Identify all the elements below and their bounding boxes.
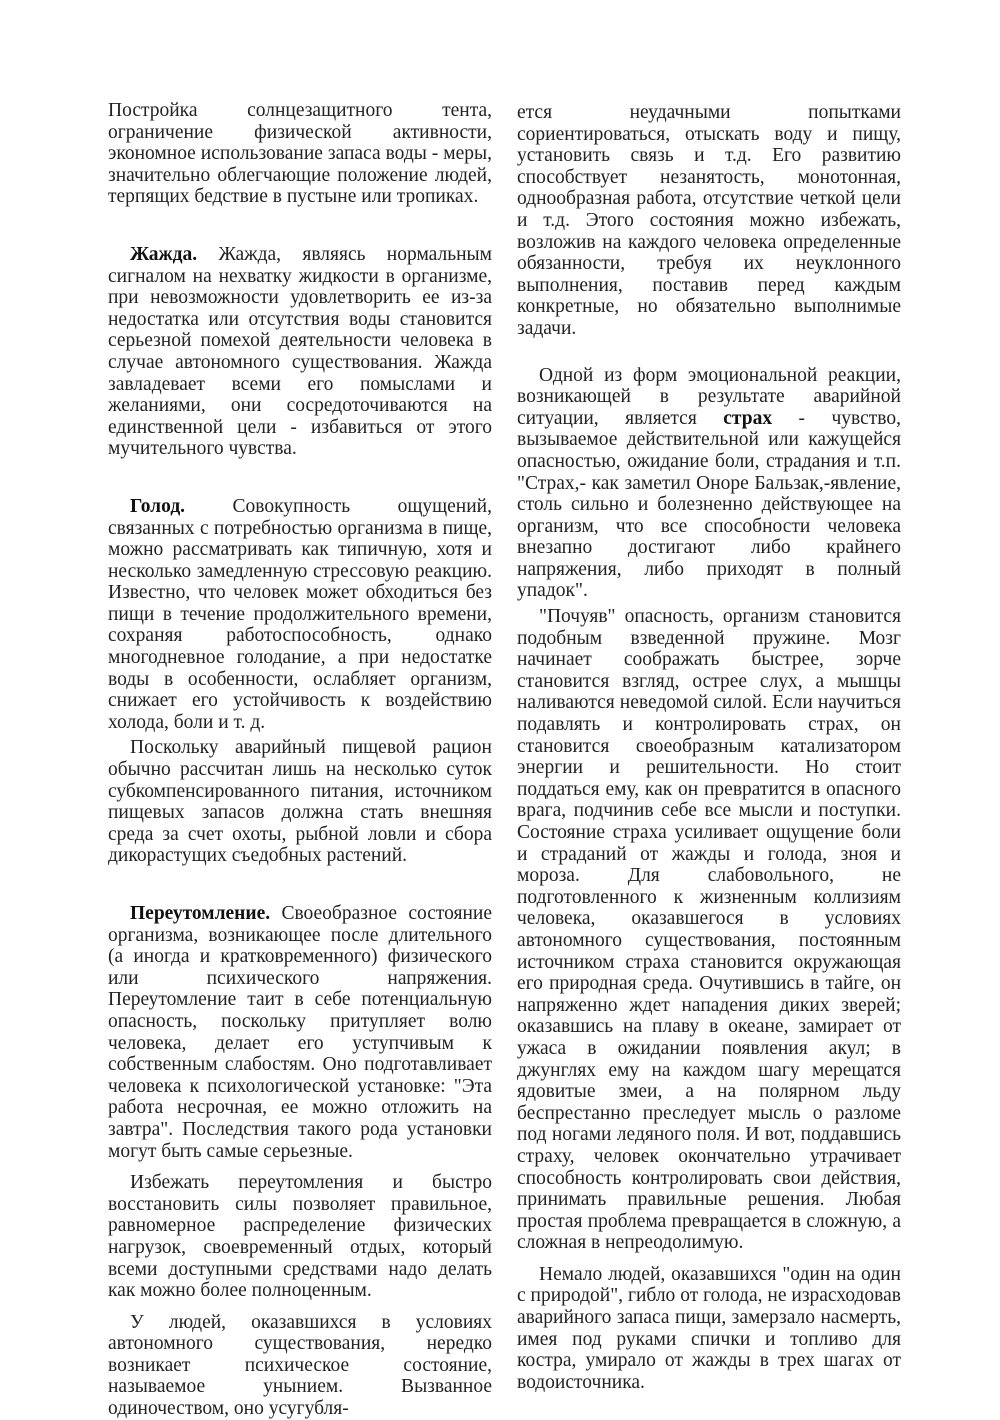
paragraph-despondency: У людей, оказавшихся в условиях автономного существования, нередко возникает психическое состояние, называемое унынием. Вызванное одиночеством, оно усугубля-	[108, 1311, 492, 1420]
paragraph-recovery: Избежать переутомления и быстро восстановить силы позволяет правильное, равномерное распределение физических нагрузок, своевременный отдых, который всеми доступными средствами надо делать как можно более полноценным.	[108, 1172, 492, 1302]
paragraph-danger-sensed: "Почуяв" опасность, организм становится подобным взведенной пружине. Мозг начинает соображать быстрее, зорче становится взгляд, острее слух, а мышцы наливаются неведомой силой. Если научиться подавлять и контролировать страх, он становится своеобразным катализатором энергии и решительности. Но стоит поддаться ему, как он превратится в опасного врага, подчинив себе все мысли и поступки. Состояние страха усиливает ощущение боли и страданий от жажды и голода, зноя и мороза. Для слабовольного, не подготовленного к жизненным коллизиям человека, оказавшегося в условиях автономного существования, постоянным источником страха становится окружающая его природная среда. Очутившись в тайге, он напряженно ждет нападения диких зверей; оказавшись на плаву в океане, замирает от ужаса в ожидании появления акул; в джунглях ему на каждом шагу мерещатся ядовитые змеи, а на полярном льду беспрестанно преследует мысль о разломе под ногами ледяного поля. И вот, поддавшись страху, человек окончательно утрачивает способность контролировать свои действия, принимать правильные решения. Любая простая проблема превращается в сложную, а сложная в непреодолимую.	[517, 606, 901, 1254]
paragraph-hunger-text: Совокупность ощущений, связанных с потребностью организма в пище, можно рассматривать как типичную, хотя и несколько замедленную стрессовую реакцию. Известно, что человек может обходиться без пищи в течение продолжительного времени, сохраняя работоспособность, однако многодневное голодание, а при недостатке воды в особенности, ослабляет организм, снижает его устойчивость к воздействию холода, боли и т. д.	[108, 495, 492, 733]
paragraph-overfatigue	[108, 903, 492, 1162]
paragraph-overfatigue-text: Своеобразное состояние организма, возникающее после длительного (а иногда и кратковременного) физического или психического напряжения. Переутомление таит в себе потенциальную опасность, поскольку притупляет волю человека, делает его уступчивым к собственным слабостям. Оно подготавливает человека к психологической установке: "Эта работа несрочная, ее можно отложить на завтра". Последствия такого рода установки могут быть самые серьезные.	[108, 903, 492, 1162]
paragraph-fear-before: Одной из форм эмоциональной реакции, возникающей в результате аварийной ситуации, является	[517, 364, 901, 429]
paragraph-fear	[517, 365, 901, 603]
paragraph-despondency-cont: ется неудачными попытками сориентироваться, отыскать воду и пищу, установить связь и т.д. Его развитию способствует незанятость, монотонная, однообразная работа, отсутствие четкой цели и т.д. Этого состояния можно избежать, возложив на каждого человека определенные обязанности, требуя их неуклонного выполнения, поставив перед каждым конкретные, но обязательно выполнимые задачи.	[517, 102, 901, 339]
paragraph-thirst	[108, 244, 492, 460]
paragraph-thirst-text: Жажда, являясь нормальным сигналом на нехватку жидкости в организме, при невозможности удовлетворить ее из-за недостатка или отсутствия воды становится серьезной помехой деятельности человека в случае автономного существования. Жажда завладевает всеми его помыслами и желаниями, они сосредоточиваются на единственной цели - избавиться от этого мучительного чувства.	[108, 243, 492, 460]
paragraph-hunger	[108, 496, 492, 734]
term-thirst: Жажда.	[130, 243, 198, 265]
paragraph-sun-tent: Постройка солнцезащитного тента, ограничение физической активности, экономное использование запаса воды - меры, значительно облегчающие положение людей, терпящих бедствие в пустыне или тропиках.	[108, 100, 492, 208]
paragraph-food-ration: Поскольку аварийный пищевой рацион обычно рассчитан лишь на несколько суток субкомпенсированного питания, источником пищевых запасов должна стать внешняя среда за счет охоты, рыбной ловли и сбора дикорастущих съедобных растений.	[108, 737, 492, 867]
left-column	[108, 100, 492, 1420]
term-fear: страх	[723, 407, 773, 429]
term-hunger: Голод.	[130, 495, 186, 517]
term-overfatigue: Переутомление.	[130, 903, 271, 924]
right-column	[517, 102, 901, 1393]
paragraph-one-on-one: Немало людей, оказавшихся "один на один с природой", гибло от голода, не израсходовав аварийного запаса пищи, замерзало насмерть, имея под руками спички и топливо для костра, умирало от жажды в трех шагах от водоисточника.	[517, 1263, 901, 1393]
paragraph-fear-after: - чувство, вызываемое действительной или кажущейся опасностью, ожидание боли, страдания и т.п. "Страх,- как заметил Оноре Бальзак,-явление, столь сильно и болезненно действующее на организм, что все способности человека внезапно достигают либо крайнего напряжения, либо приходят в полный упадок".	[517, 407, 901, 602]
